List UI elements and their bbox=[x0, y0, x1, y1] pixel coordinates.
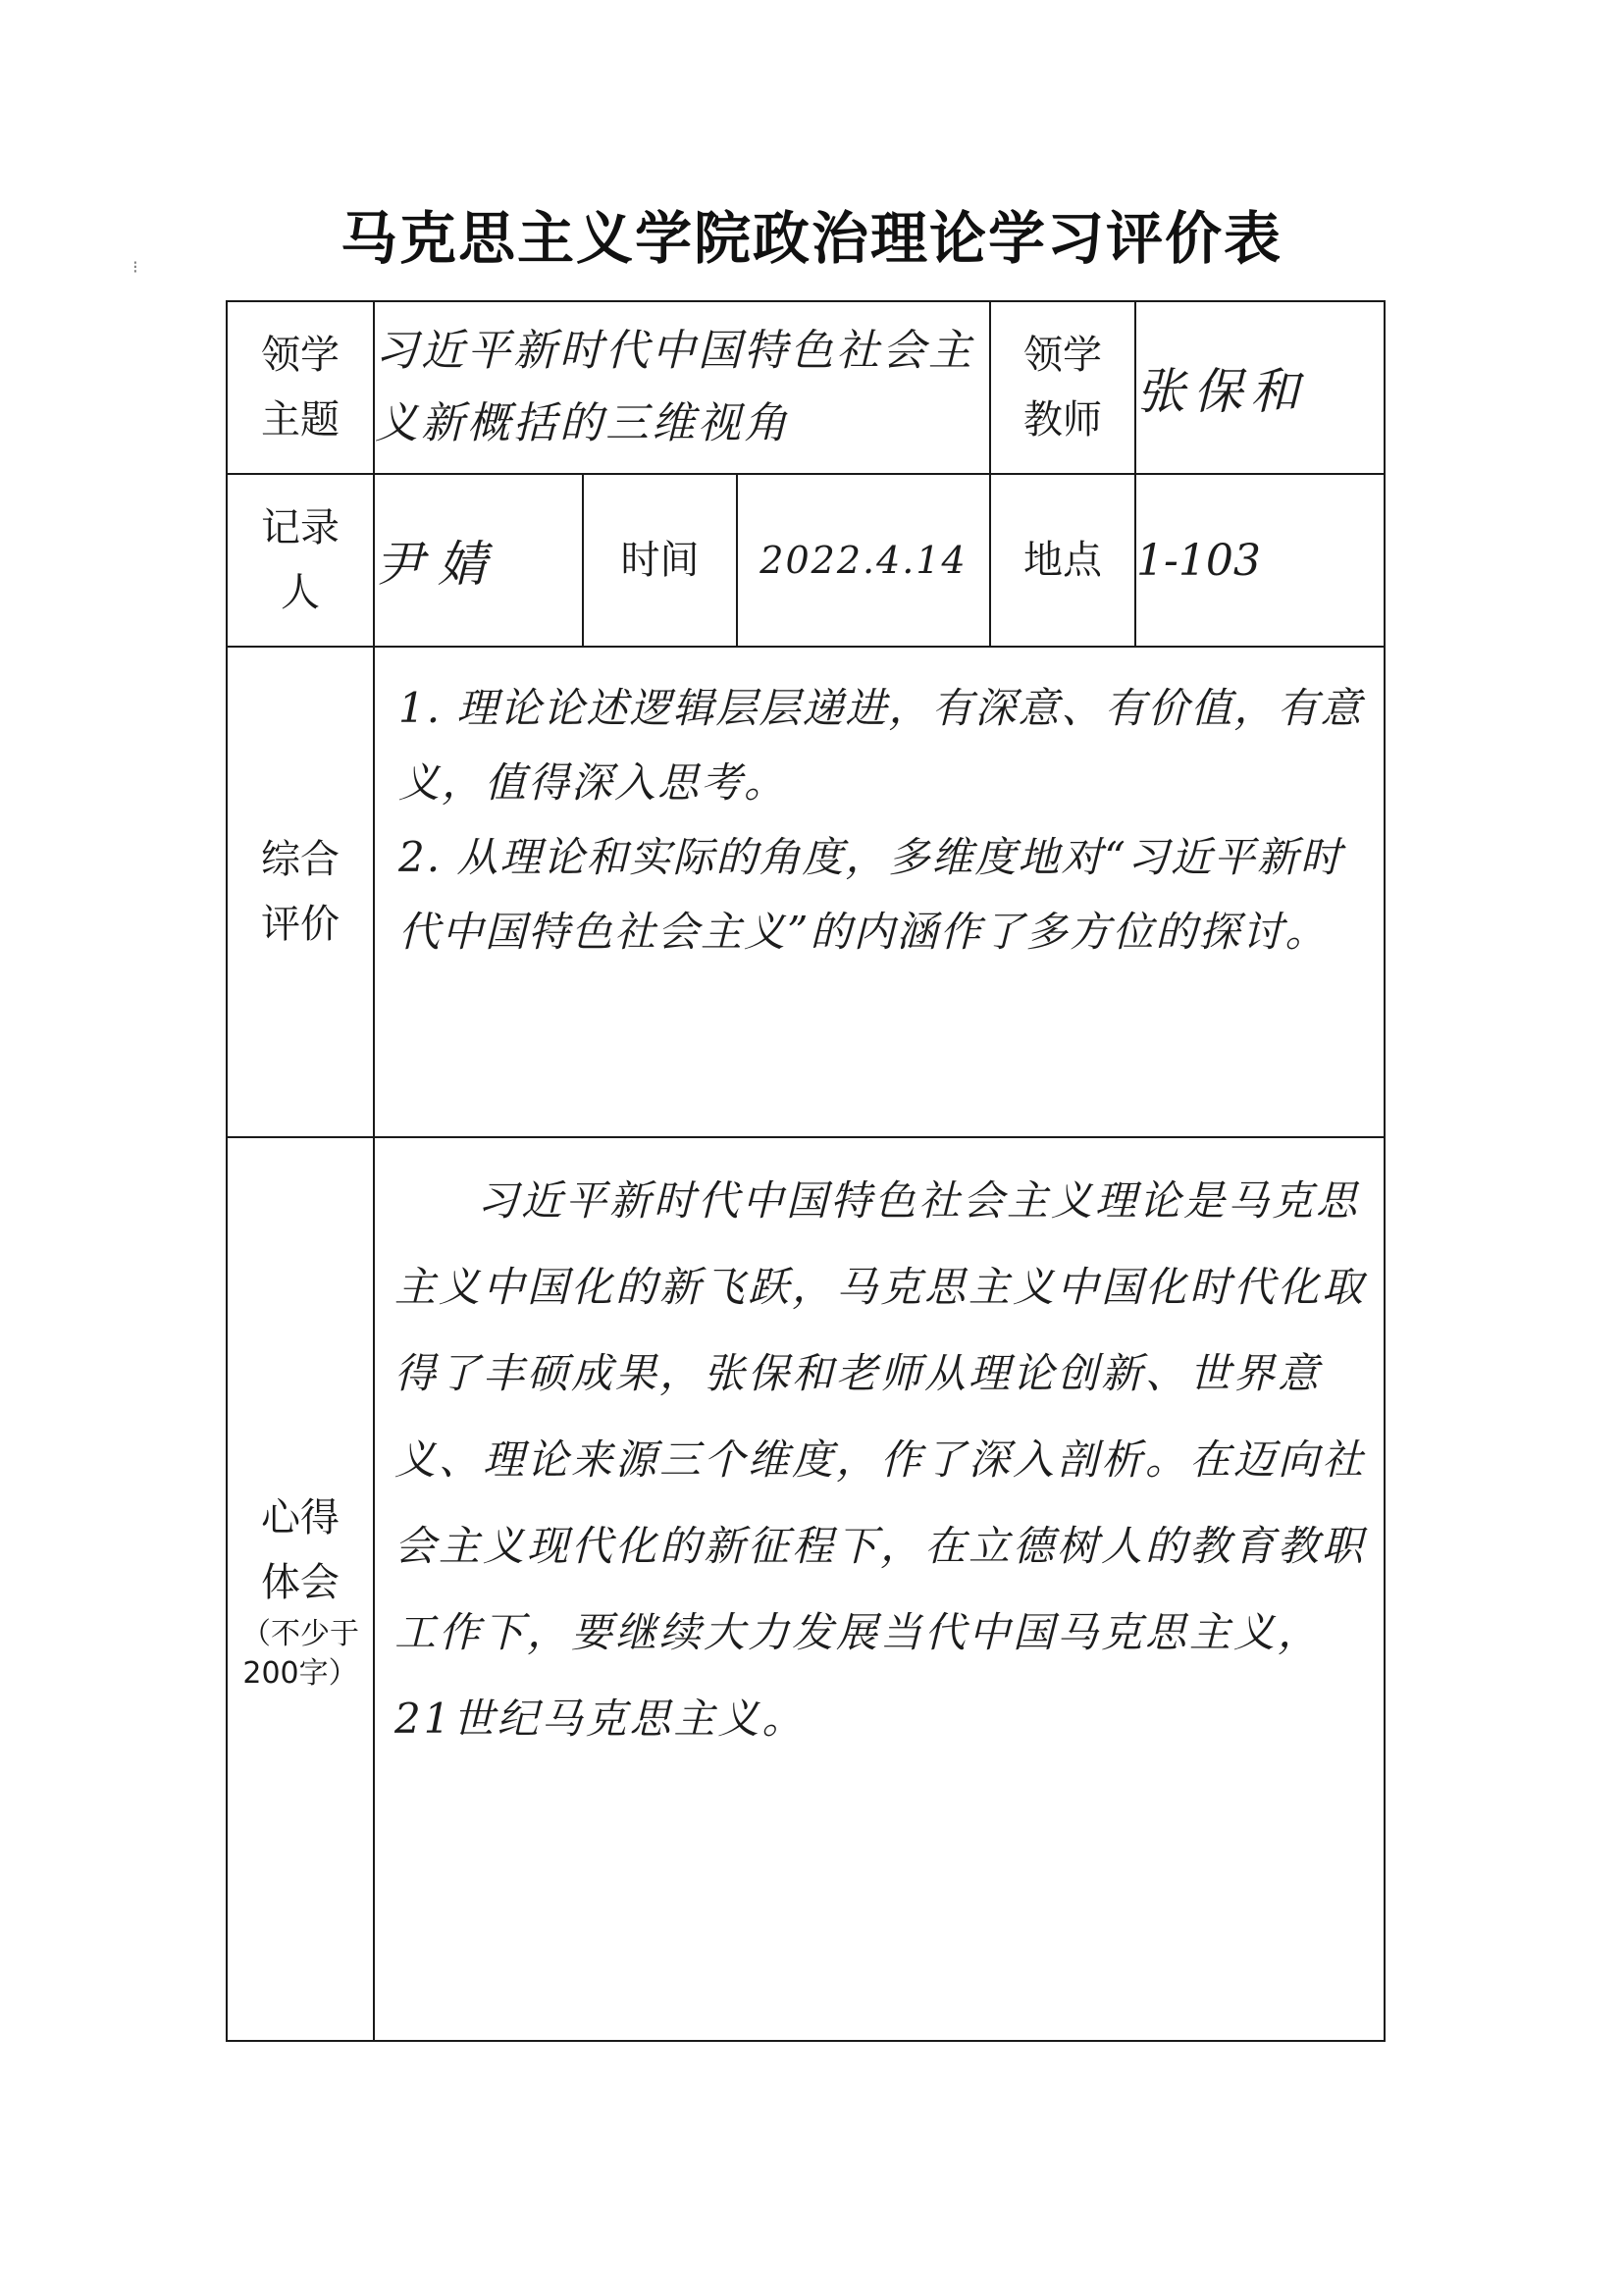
recorder-label-line2: 人 bbox=[281, 570, 320, 615]
recorder-label-line1: 记录 bbox=[261, 505, 340, 550]
teacher-label-line1: 领学 bbox=[1023, 333, 1103, 378]
topic-label-line1: 领学 bbox=[261, 333, 340, 378]
time-label: 时间 bbox=[583, 474, 737, 647]
topic-label-cell bbox=[227, 301, 374, 474]
evaluation-value bbox=[374, 647, 1385, 1137]
location-label: 地点 bbox=[990, 474, 1135, 647]
evaluation-label-cell bbox=[227, 647, 374, 1137]
teacher-label-cell bbox=[990, 301, 1135, 474]
topic-value: 习近平新时代中国特色社会主义新概括的三维视角 bbox=[374, 301, 990, 474]
teacher-label-line2: 教师 bbox=[1023, 397, 1103, 443]
reflection-label-note: （不少于200字） bbox=[241, 1616, 359, 1691]
teacher-value: 张保和 bbox=[1135, 301, 1385, 474]
reflection-label-line2: 体会 bbox=[261, 1559, 340, 1605]
row-evaluation bbox=[227, 647, 1385, 1137]
location-value: 1-103 bbox=[1135, 474, 1385, 647]
evaluation-form-table bbox=[226, 300, 1386, 2042]
row-recorder bbox=[227, 474, 1385, 647]
evaluation-label-line1: 综合 bbox=[261, 837, 340, 882]
reflection-label-line1: 心得 bbox=[261, 1494, 340, 1540]
date-value: 2022.4.14 bbox=[737, 474, 990, 647]
row-reflection bbox=[227, 1137, 1385, 2041]
topic-label-line2: 主题 bbox=[261, 397, 340, 443]
evaluation-label-line2: 评价 bbox=[261, 902, 340, 947]
recorder-label-cell bbox=[227, 474, 374, 647]
row-topic bbox=[227, 301, 1385, 474]
recorder-value: 尹婧 bbox=[374, 474, 583, 647]
reflection-label-cell bbox=[227, 1137, 374, 2041]
reflection-value bbox=[374, 1137, 1385, 2041]
evaluation-point-1: 1. 理论论述逻辑层层递进，有深意、有价值，有意义，值得深入思考。 bbox=[398, 684, 1364, 807]
page-title: 马克思主义学院政治理论学习评价表 bbox=[340, 205, 1283, 272]
evaluation-point-2: 2. 从理论和实际的角度，多维度地对“习近平新时代中国特色社会主义”的内涵作了多方位的探讨。 bbox=[398, 833, 1343, 956]
reflection-text: 习近平新时代中国特色社会主义理论是马克思主义中国化的新飞跃，马克思主义中国化时代化取得了丰硕成果，张保和老师从理论创新、世界意义、理论来源三个维度，作了深入剖析。在迈向社会主义现代化的新征程下，在立德树人的教育教职工作下，要继续大力发展当代中国马克思主义，21世纪马克思主义。 bbox=[394, 1176, 1367, 1743]
margin-mark: ⁝ bbox=[132, 257, 138, 278]
